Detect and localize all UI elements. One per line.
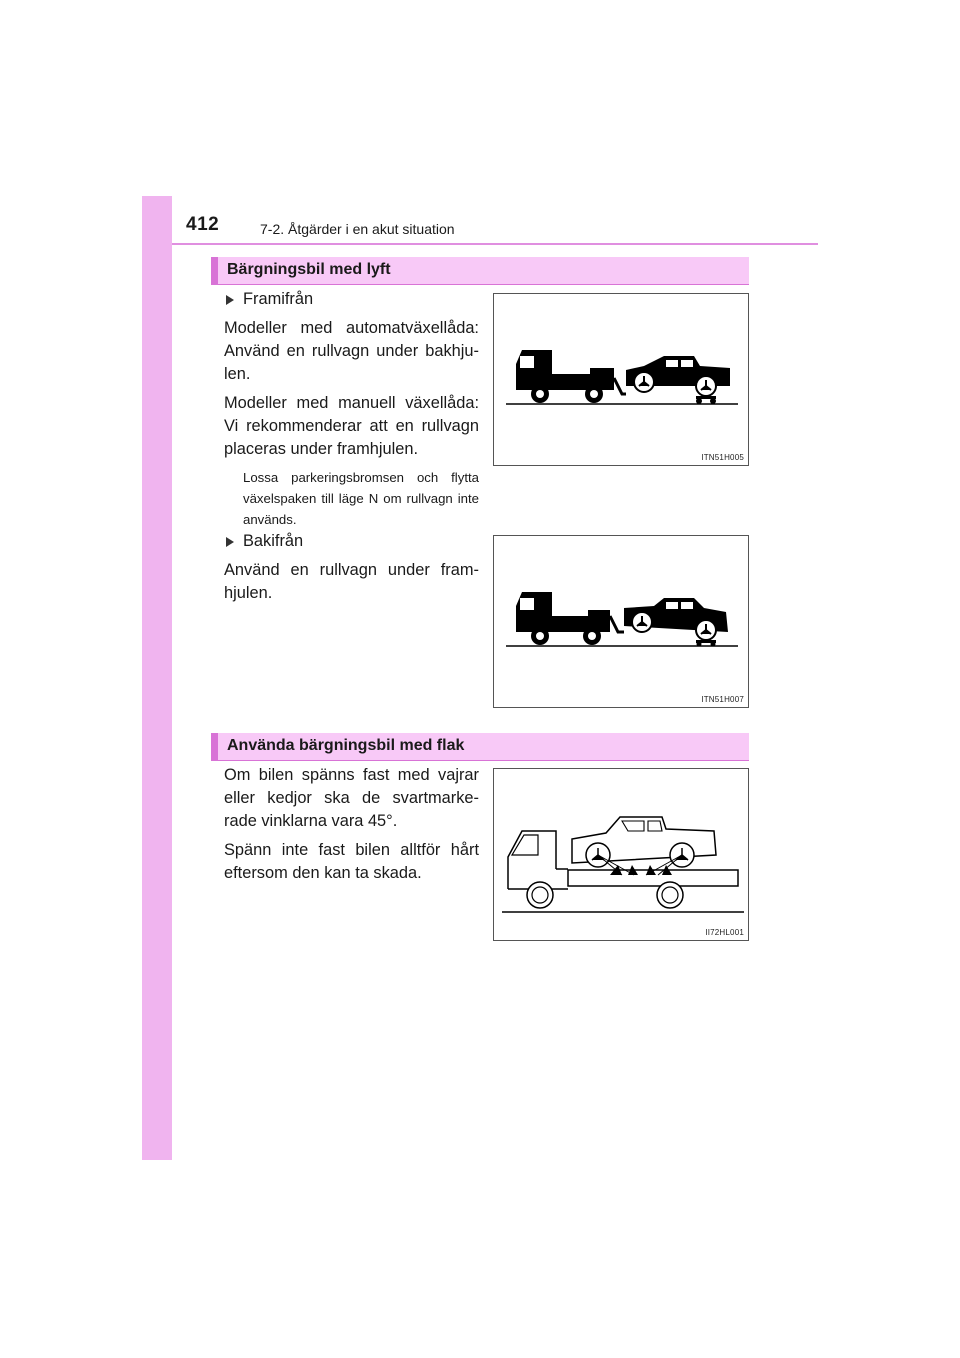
bullet-heading: Framifrån — [243, 290, 314, 308]
flatbed-text — [224, 764, 479, 891]
flatbed-truck-illustration — [494, 769, 750, 942]
section-heading-text: Bärgningsbil med lyft — [227, 261, 391, 278]
triangle-right-icon — [226, 537, 234, 547]
rear-tow-text — [224, 530, 479, 611]
figure-code: ITN51H007 — [701, 695, 744, 704]
paragraph-tighten: Spänn inte fast bilen alltför hårt eftersom den kan ta skada. — [224, 841, 479, 882]
page-number: 412 — [186, 214, 220, 235]
running-header: 7-2. Åtgärder i en akut situation — [260, 221, 455, 237]
bullet-item — [224, 288, 479, 311]
tow-truck-rear-illustration — [494, 536, 750, 709]
section-heading-lift-truck — [211, 257, 749, 285]
side-tab-strip — [142, 196, 172, 1160]
section-heading-text: Använda bärgningsbil med flak — [227, 737, 465, 754]
triangle-right-icon — [226, 295, 234, 305]
figure-code: ITN51H005 — [701, 453, 744, 462]
figure-rear-tow — [493, 535, 749, 708]
figure-front-tow — [493, 293, 749, 466]
paragraph-chains: Om bilen spänns fast med vajrar eller kedjor ska de svartmarke-rade vinklarna vara 45°. — [224, 766, 479, 830]
paragraph-rear: Använd en rullvagn under fram-hjulen. — [224, 561, 479, 602]
figure-code: II72HL001 — [705, 928, 744, 937]
tow-truck-front-illustration — [494, 294, 750, 467]
front-tow-text — [224, 288, 479, 536]
header-rule — [172, 243, 818, 245]
section-heading-flatbed — [211, 733, 749, 761]
figure-flatbed — [493, 768, 749, 941]
bullet-item — [224, 530, 479, 553]
paragraph-automatic: Modeller med automatväxellåda: Använd en rullvagn under bakhju-len. — [224, 319, 479, 383]
paragraph-manual: Modeller med manuell växellåda: Vi rekommenderar att en rullvagn placeras under framhjulen. — [224, 394, 479, 458]
note-text: Lossa parkeringsbromsen och flytta växelspaken till läge N om rullvagn inte används. — [243, 470, 479, 527]
bullet-heading: Bakifrån — [243, 532, 304, 550]
